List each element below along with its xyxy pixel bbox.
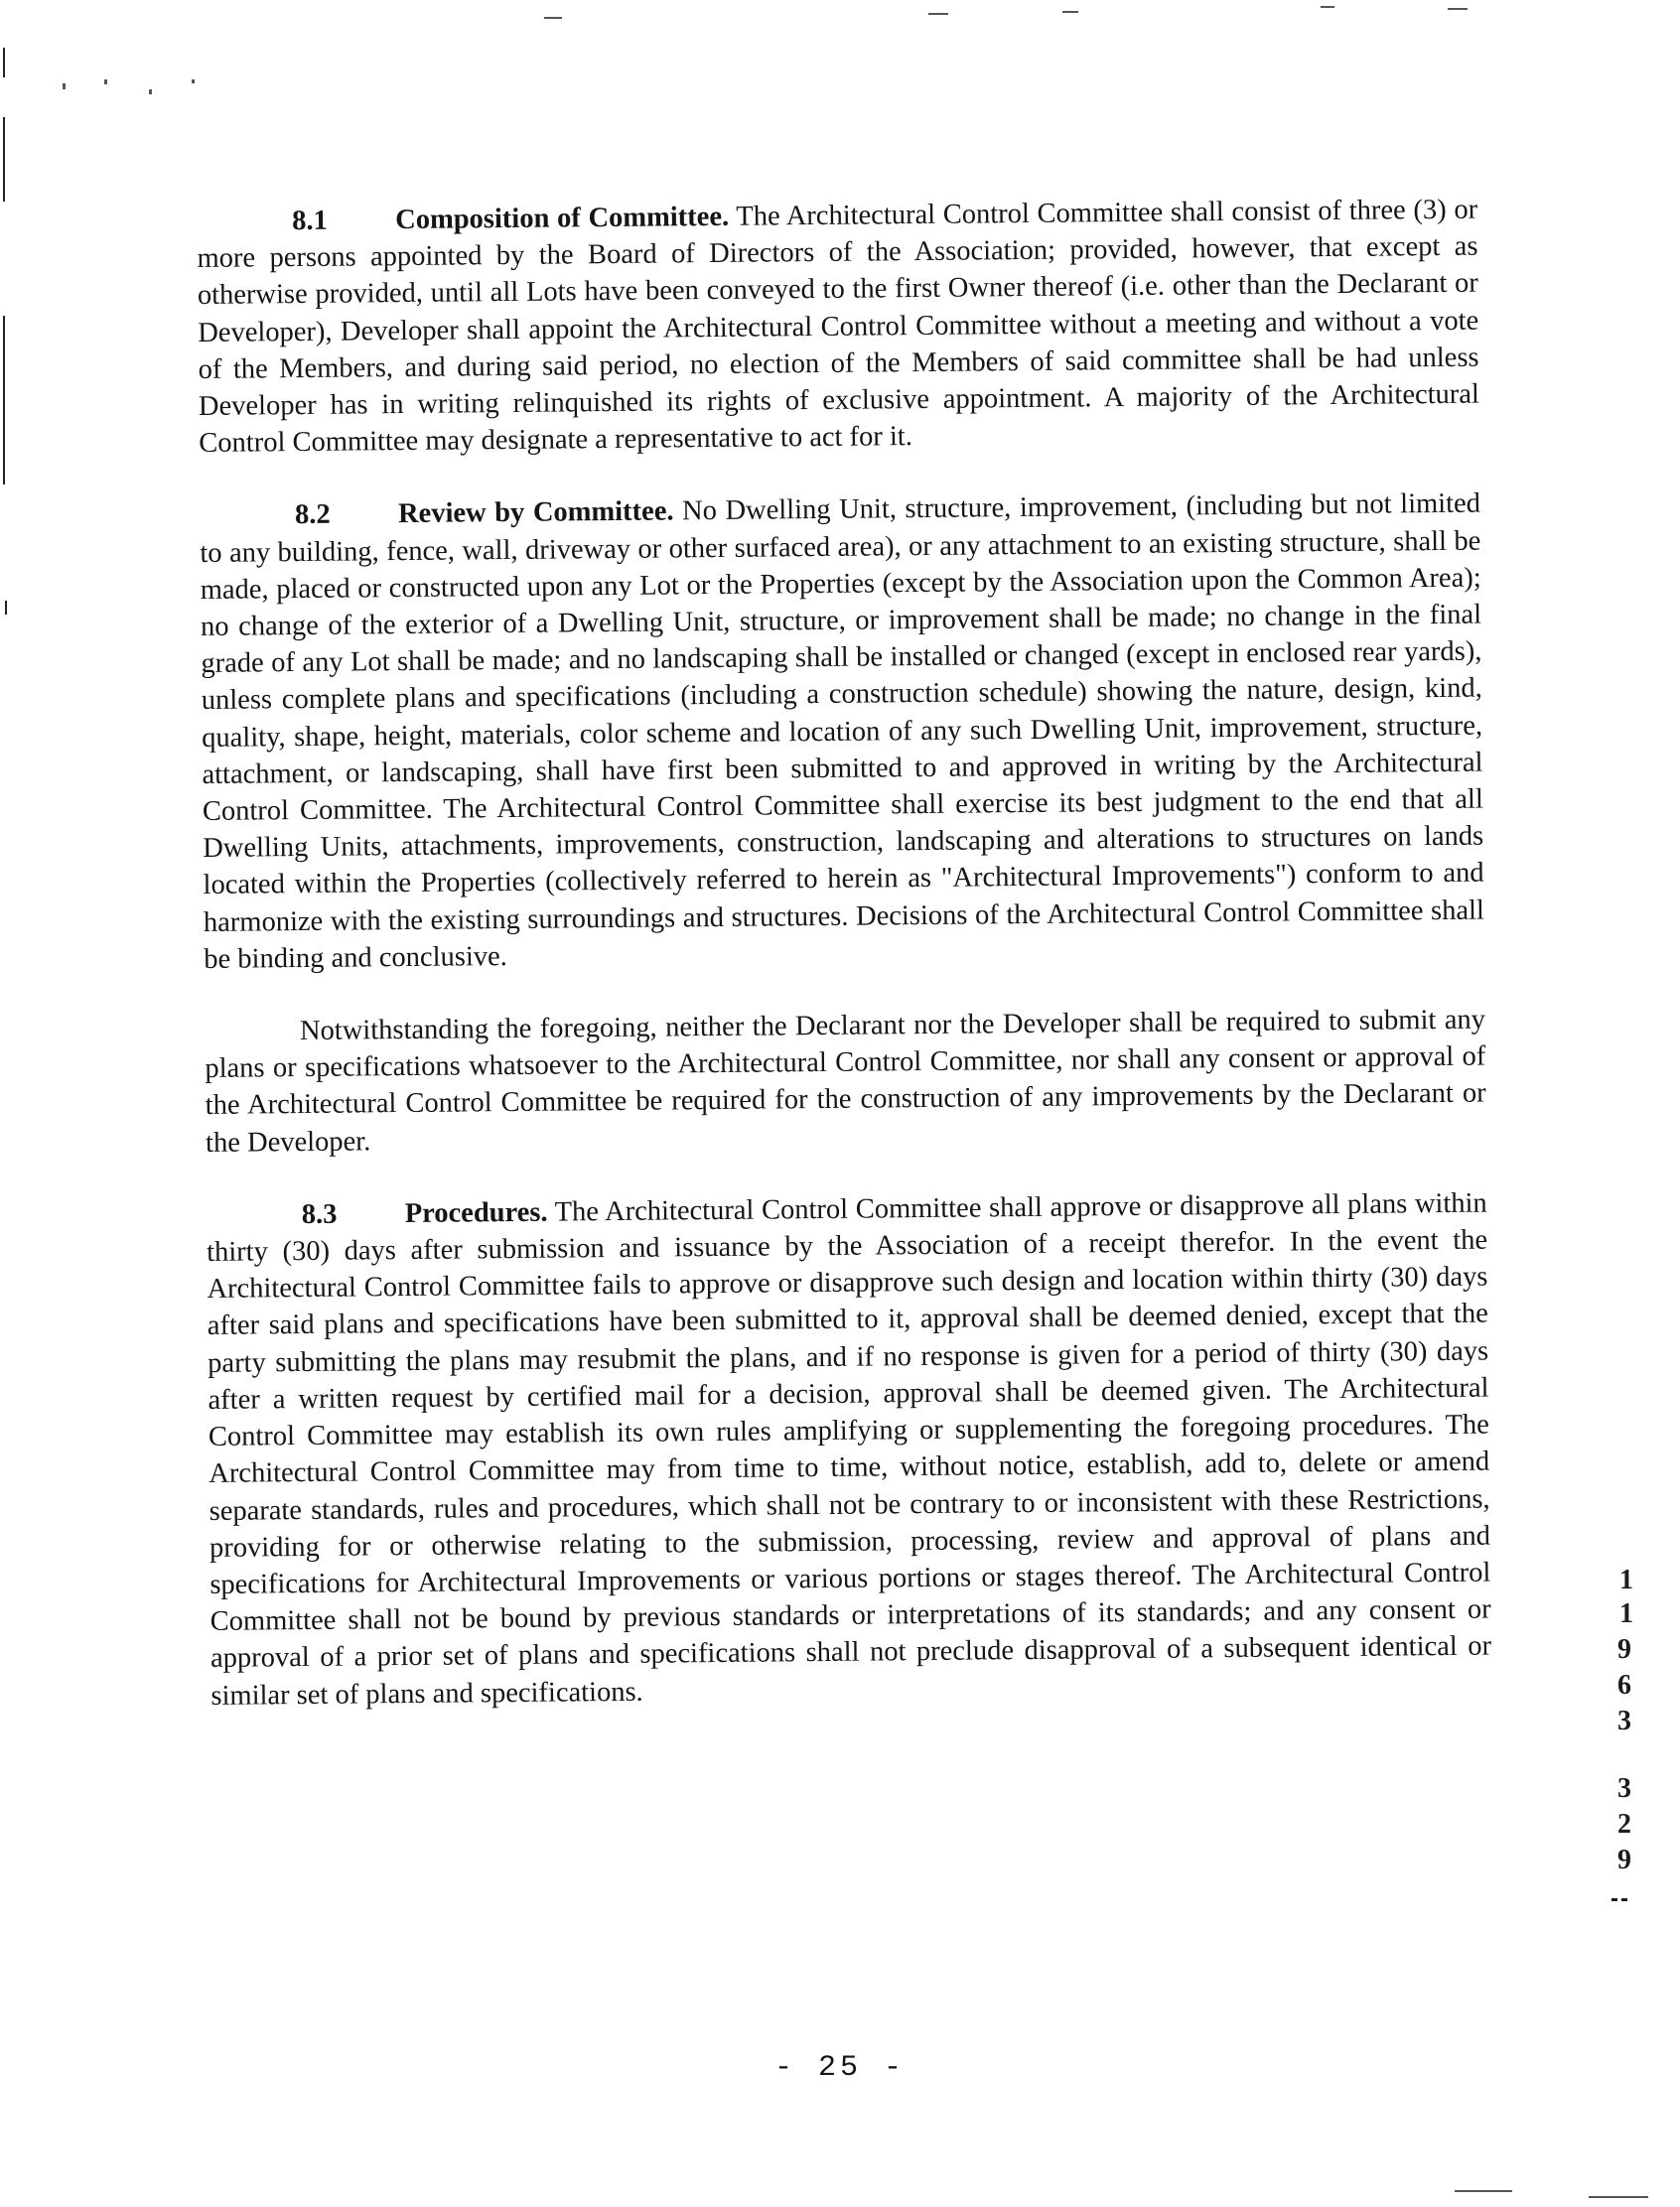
svg-text:3: 3 xyxy=(1617,1706,1631,1736)
section-heading: Review by Committee. xyxy=(397,495,674,530)
scan-edge-line xyxy=(3,117,5,202)
scan-speck xyxy=(63,83,66,89)
svg-text:6: 6 xyxy=(1617,1670,1631,1701)
document-body xyxy=(197,192,1492,1750)
recording-stamp xyxy=(1611,1561,1645,1918)
scan-speck xyxy=(1321,6,1334,8)
scan-speck xyxy=(1455,2190,1512,2192)
svg-text:9: 9 xyxy=(1617,1845,1631,1875)
page-number: - 25 - xyxy=(773,2051,907,2085)
notwithstanding-paragraph xyxy=(205,1002,1486,1162)
scan-speck xyxy=(104,79,107,84)
svg-text:1: 1 xyxy=(1619,1565,1633,1595)
scan-speck xyxy=(192,79,195,83)
svg-text:1: 1 xyxy=(1619,1598,1633,1629)
section-number: 8.3 xyxy=(301,1198,338,1230)
scan-edge-line xyxy=(3,316,5,484)
svg-text:3: 3 xyxy=(1617,1773,1631,1804)
section-8-1 xyxy=(197,192,1479,463)
section-text: The Architectural Control Committee shall approve or disapprove all plans within thirty (30) days after submission and issuance by the Association of a receipt therefor. In the event the Architectural Control Committee fails to approve or disapprove such design and location within thirty (30) days after said plans and specifications have been submitted to it, approval shall be deemed denied, except that the party submitting the plans may resubmit the plans, and if no response is given for a period of thirty (30) days after a written request by certified mail for a decision, approval shall be deemed given. The Architectural Control Committee may establish its own rules amplifying or supplementing the foregoing procedures. The Architectural Control Committee may from time to time, without notice, establish, add to, delete or amend separate standards, rules and procedures, which shall not be contrary to or inconsistent with these Restrictions, providing for or otherwise relating to the submission, processing, review and approval of plans and specifications for Architectural Improvements or various portions or stages thereof. The Architectural Control Committee shall not be bound by previous standards or interpretations of its standards; and any consent or approval of a prior set of plans and specifications shall not preclude disapproval of a subsequent identical or similar set of plans and specifications. xyxy=(206,1187,1492,1712)
scan-edge-line xyxy=(5,601,7,615)
scan-speck xyxy=(1062,11,1078,13)
scan-speck xyxy=(1589,2196,1648,2198)
paragraph-text: Notwithstanding the foregoing, neither the Declarant nor the Developer shall be required to submit any plans or specifications whatsoever to the Architectural Control Committee, nor shall any consent or approval of the Architectural Control Committee be required for the construction of any improvements by the Declarant or the Developer. xyxy=(205,1004,1486,1159)
section-heading: Procedures. xyxy=(404,1196,548,1229)
section-text: No Dwelling Unit, structure, improvement, (including but not limited to any building, fence, wall, driveway or other surfaced area), or any attachment to an existing structure, shall be made, placed or constructed upon any Lot or the Properties (except by the Association upon the Common Area); no change of the exterior of a Dwelling Unit, structure, or improvement shall be made; no change in the final grade of any Lot shall be made; and no landscaping shall be installed or changed (except in enclosed rear yards), unless complete plans and specifications (including a construction schedule) showing the nature, design, kind, quality, shape, height, materials, color scheme and location of any such Dwelling Unit, improvement, structure, attachment, or landscaping, shall have first been submitted to and approved in writing by the Architectural Control Committee. The Architectural Control Committee shall exercise its best judgment to the end that all Dwelling Units, attachments, improvements, construction, landscaping and alterations to structures on lands located within the Properties (collectively referred to herein as "Architectural Improvements") conform to and harmonize with the existing surroundings and structures. Decisions of the Architectural Control Committee shall be binding and conclusive. xyxy=(200,488,1485,975)
scan-speck xyxy=(544,17,562,19)
section-8-3 xyxy=(207,1184,1492,1714)
scan-speck xyxy=(1448,8,1468,10)
section-number: 8.2 xyxy=(294,499,331,531)
svg-text:2: 2 xyxy=(1617,1809,1631,1840)
svg-text:9: 9 xyxy=(1617,1634,1631,1665)
scan-speck xyxy=(928,13,948,15)
section-text: The Architectural Control Committee shall consist of three (3) or more persons appointed by the Board of Directors of the Association; provided, however, that except as otherwise provided, until all Lots have been conveyed to the first Owner thereof (i.e. other than the Declarant or Developer), Developer shall appoint the Architectural Control Committee without a meeting and without a vote of the Members, and during said period, no election of the Members of said committee shall be had unless Developer has in writing relinquished its rights of exclusive appointment. A majority of the Architectural Control Committee may designate a representative to act for it. xyxy=(197,194,1480,460)
section-heading: Composition of Committee. xyxy=(395,201,730,236)
scan-speck xyxy=(149,89,152,94)
section-number: 8.1 xyxy=(292,205,328,237)
scan-edge-line xyxy=(3,48,5,77)
section-8-2 xyxy=(200,485,1485,978)
